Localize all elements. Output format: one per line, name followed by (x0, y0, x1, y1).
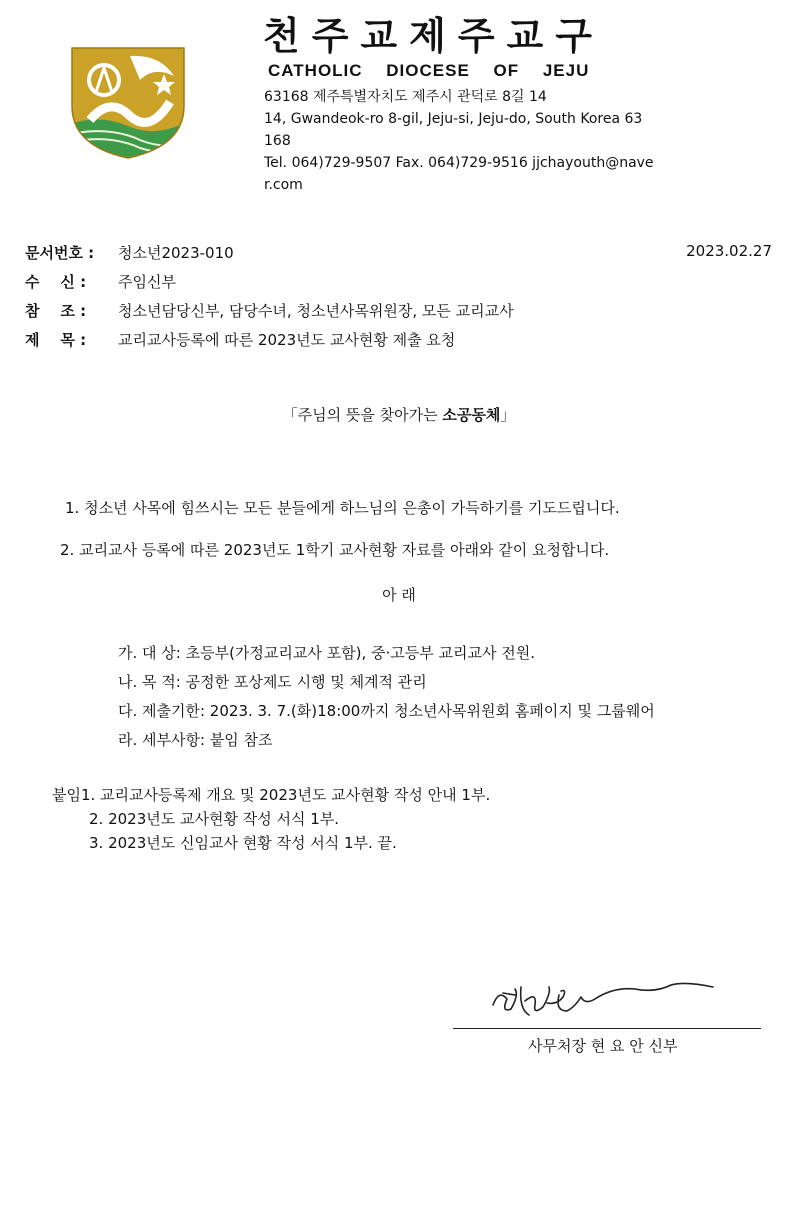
signature-line (453, 1028, 761, 1029)
recipient-label: 수 신 : (25, 273, 87, 291)
detail-item: 가. 대 상: 초등부(가정교리교사 포함), 중·고등부 교리교사 전원. (118, 644, 535, 662)
handwritten-signature (485, 975, 725, 1025)
reference-value: 청소년담당신부, 담당수녀, 청소년사목위원장, 모든 교리교사 (118, 302, 514, 320)
org-title-korean: 천주교제주교구 (263, 14, 604, 58)
address-line: r.com (264, 177, 303, 193)
attachment-item: 3. 2023년도 신임교사 현황 작성 서식 1부. 끝. (89, 834, 397, 852)
org-title-english: CATHOLIC DIOCESE OF JEJU (268, 61, 590, 80)
doc-number-value: 청소년2023-010 (118, 244, 234, 262)
motto-bold: 소공동체 (442, 406, 501, 424)
address-line: 168 (264, 133, 291, 149)
subject-value: 교리교사등록에 따른 2023년도 교사현황 제출 요청 (118, 331, 456, 349)
recipient-value: 주임신부 (118, 273, 176, 291)
doc-number-label: 문서번호 : (25, 244, 95, 262)
attachment-item: 2. 2023년도 교사현황 작성 서식 1부. (89, 810, 340, 828)
subject-label: 제 목 : (25, 331, 87, 349)
address-line: 14, Gwandeok-ro 8-gil, Jeju-si, Jeju-do, South Korea 63 (264, 111, 643, 127)
signatory-name: 사무처장 현 요 안 신부 (528, 1037, 678, 1055)
motto-suffix: 」 (500, 406, 516, 424)
attachment-item: 붙임1. 교리교사등록제 개요 및 2023년도 교사현황 작성 안내 1부. (52, 786, 491, 804)
detail-item: 라. 세부사항: 붙임 참조 (118, 731, 273, 749)
detail-item: 나. 목 적: 공정한 포상제도 시행 및 체계적 관리 (118, 673, 427, 691)
body-paragraph-2: 2. 교리교사 등록에 따른 2023년도 1학기 교사현황 자료를 아래와 같이 요청합니다. (60, 541, 610, 559)
diocese-crest-logo (70, 46, 186, 160)
address-block (264, 86, 674, 196)
address-line: 63168 제주특별자치도 제주시 관덕로 8길 14 (264, 89, 547, 105)
below-heading: 아 래 (382, 586, 416, 604)
reference-label: 참 조 : (25, 302, 87, 320)
motto-prefix: 「주님의 뜻을 찾아가는 (282, 406, 443, 424)
doc-date: 2023.02.27 (686, 242, 772, 260)
address-line: Tel. 064)729-9507 Fax. 064)729-9516 jjchayouth@nave (264, 155, 654, 171)
body-paragraph-1: 1. 청소년 사목에 힘쓰시는 모든 분들에게 하느님의 은총이 가득하기를 기도드립니다. (65, 499, 620, 517)
motto (0, 404, 798, 425)
detail-item: 다. 제출기한: 2023. 3. 7.(화)18:00까지 청소년사목위원회 홈페이지 및 그룹웨어 (118, 702, 655, 720)
